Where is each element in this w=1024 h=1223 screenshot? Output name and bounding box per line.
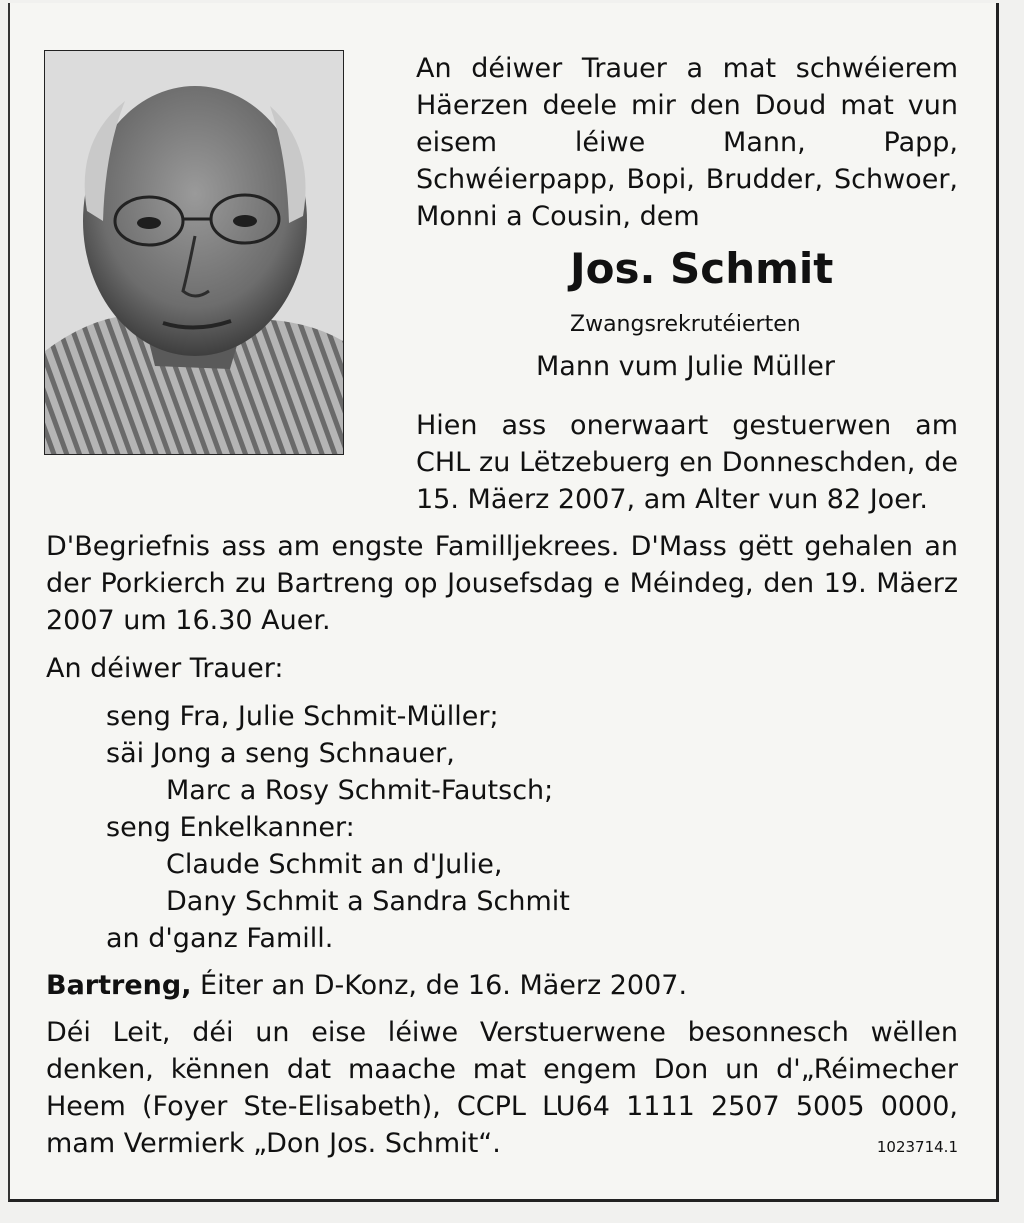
place-date-line [46, 967, 687, 1004]
portrait-photo [44, 50, 344, 455]
mourners-heading: An déiwer Trauer: [46, 653, 284, 684]
mourner-line: seng Fra, Julie Schmit-Müller; [106, 701, 499, 732]
portrait-illustration [45, 51, 343, 454]
mourner-line: Marc a Rosy Schmit-Fautsch; [166, 775, 554, 806]
mourner-line: seng Enkelkanner: [106, 812, 355, 843]
deceased-name: Jos. Schmit [570, 244, 834, 293]
funeral-text: D'Begriefnis ass am engste Familljekrees. D'Mass gëtt gehalen an der Porkierch zu Bartreng op Jousefsdag e Méindeg, den 19. Mäerz 2007 um 16.30 Auer. [46, 531, 958, 636]
mourner-line: Claude Schmit an d'Julie, [166, 849, 503, 880]
subtitle-text: Zwangsrekrutéierten [570, 312, 801, 337]
donation-text: Déi Leit, déi un eise léiwe Verstuerwene besonnesch wëllen denken, kënnen dat maache mat engem Don un d'„Réimecher Heem (Foyer Ste-Elisabeth), CCPL LU64 1111 2507 5005 0000, mam Vermierk „Don Jos. Schmit“. [46, 1017, 958, 1159]
spouse-text: Mann vum Julie Müller [536, 351, 836, 382]
reference-number: 1023714.1 [876, 1138, 958, 1156]
mourner-line: an d'ganz Famill. [106, 923, 334, 954]
place-date-rest: Éiter an D-Konz, de 16. Mäerz 2007. [191, 970, 688, 1001]
mourner-line: Dany Schmit a Sandra Schmit [166, 886, 570, 917]
place-name: Bartreng, [46, 970, 192, 1001]
intro-text: An déiwer Trauer a mat schwéierem Häerzen deele mir den Doud mat vun eisem léiwe Mann, Papp, Schwéierpapp, Bopi, Brudder, Schwoer, Monni a Cousin, dem [416, 53, 958, 232]
death-info-text: Hien ass onerwaart gestuerwen am CHL zu Lëtzebuerg en Donneschden, de 15. Mäerz 2007, am Alter vun 82 Joer. [416, 410, 958, 515]
mourner-line: säi Jong a seng Schnauer, [106, 738, 455, 769]
